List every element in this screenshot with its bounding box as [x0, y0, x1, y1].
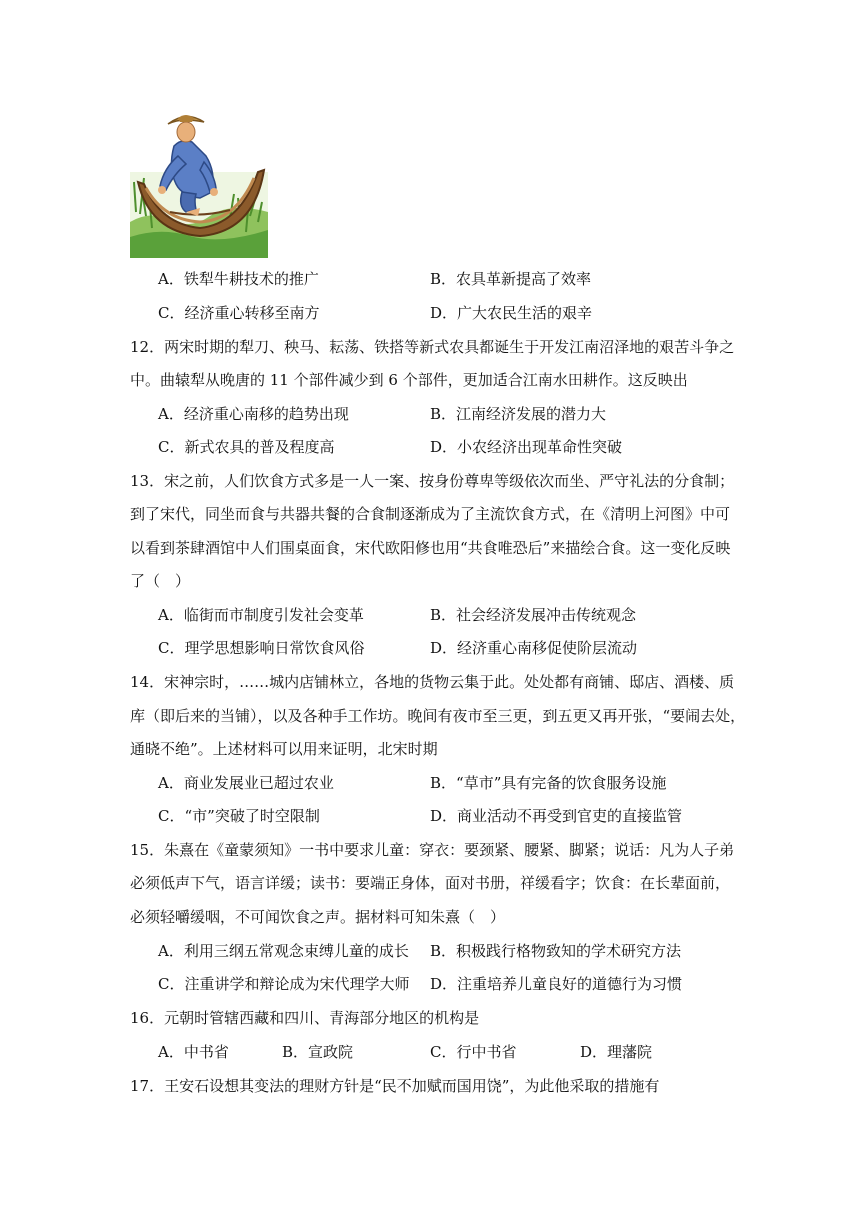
q13-option-d: D．经济重心南移促使阶层流动 [430, 639, 638, 657]
q16-option-c: C．行中书省 [430, 1043, 517, 1061]
q11-option-b: B．农具革新提高了效率 [430, 270, 592, 288]
q15-option-d: D．注重培养儿童良好的道德行为习惯 [430, 975, 683, 993]
q13-option-a: A．临街而市制度引发社会变革 [158, 606, 364, 624]
q13-stem-line-3: 以看到茶肆酒馆中人们围桌面食，宋代欧阳修也用“共食唯恐后”来描绘合食。这一变化反映 [130, 539, 731, 557]
q15-stem-line-2: 必须低声下气，语言详缓；读书：要端正身体，面对书册，祥缓看字；饮食：在长辈面前， [130, 874, 731, 892]
q14-option-a: A．商业发展业已超过农业 [158, 774, 334, 792]
q13-stem-line-1: 13．宋之前，人们饮食方式多是一人一案、按身份尊卑等级依次而坐、严守礼法的分食制； [130, 472, 735, 490]
q15-option-b: B．积极践行格物致知的学术研究方法 [430, 942, 682, 960]
q14-stem-line-1: 14．宋神宗时，……城内店铺林立，各地的货物云集于此。处处都有商铺、邸店、酒楼、质 [130, 673, 735, 691]
q15-stem-line-1: 15．朱熹在《童蒙须知》一书中要求儿童：穿衣：要颈紧、腰紧、脚紧；说话：凡为人子弟 [130, 841, 735, 859]
q14-stem-line-2: 库（即后来的当铺），以及各种手工作坊。晚间有夜市至三更，到五更又再开张，“要闹去处， [130, 707, 746, 725]
q12-option-d: D．小农经济出现革命性突破 [430, 438, 623, 456]
q15-option-c: C．注重讲学和辩论成为宋代理学大师 [158, 975, 410, 993]
q16-option-b: B．宣政院 [282, 1043, 354, 1061]
q16-option-a: A．中书省 [158, 1043, 229, 1061]
q11-option-d: D．广大农民生活的艰辛 [430, 304, 593, 322]
q14-option-c: C．“市”突破了时空限制 [158, 807, 320, 825]
q17-stem-line-1: 17．王安石设想其变法的理财方针是“民不加赋而国用饶”，为此他采取的措施有 [130, 1077, 660, 1095]
q13-stem-line-4: 了（ ） [130, 572, 191, 590]
farmer-on-seedling-horse-illustration [130, 112, 268, 258]
q16-option-d: D．理藩院 [580, 1043, 653, 1061]
q14-stem-line-3: 通晓不绝”。上述材料可以用来证明，北宋时期 [130, 740, 438, 758]
q15-stem-line-3: 必须轻嚼缓咽，不可闻饮食之声。据材料可知朱熹（ ） [130, 908, 506, 926]
q13-option-b: B．社会经济发展冲击传统观念 [430, 606, 637, 624]
q13-option-c: C．理学思想影响日常饮食风俗 [158, 639, 365, 657]
q15-option-a: A．利用三纲五常观念束缚儿童的成长 [158, 942, 409, 960]
q11-option-a: A．铁犁牛耕技术的推广 [158, 270, 319, 288]
q12-stem-line-1: 12．两宋时期的犁刀、秧马、耘荡、铁搭等新式农具都诞生于开发江南沼泽地的艰苦斗争之 [130, 338, 735, 356]
q11-option-c: C．经济重心转移至南方 [158, 304, 320, 322]
q12-option-b: B．江南经济发展的潜力大 [430, 405, 607, 423]
q14-option-d: D．商业活动不再受到官吏的直接监管 [430, 807, 683, 825]
q12-option-a: A．经济重心南移的趋势出现 [158, 405, 349, 423]
q16-stem-line-1: 16．元朝时管辖西藏和四川、青海部分地区的机构是 [130, 1009, 480, 1027]
q14-option-b: B．“草市”具有完备的饮食服务设施 [430, 774, 667, 792]
q12-option-c: C．新式农具的普及程度高 [158, 438, 335, 456]
q13-stem-line-2: 到了宋代，同坐而食与共器共餐的合食制逐渐成为了主流饮食方式，在《清明上河图》中可 [130, 505, 731, 523]
q12-stem-line-2: 中。曲辕犁从晚唐的 11 个部件减少到 6 个部件，更加适合江南水田耕作。这反映出 [130, 371, 688, 389]
